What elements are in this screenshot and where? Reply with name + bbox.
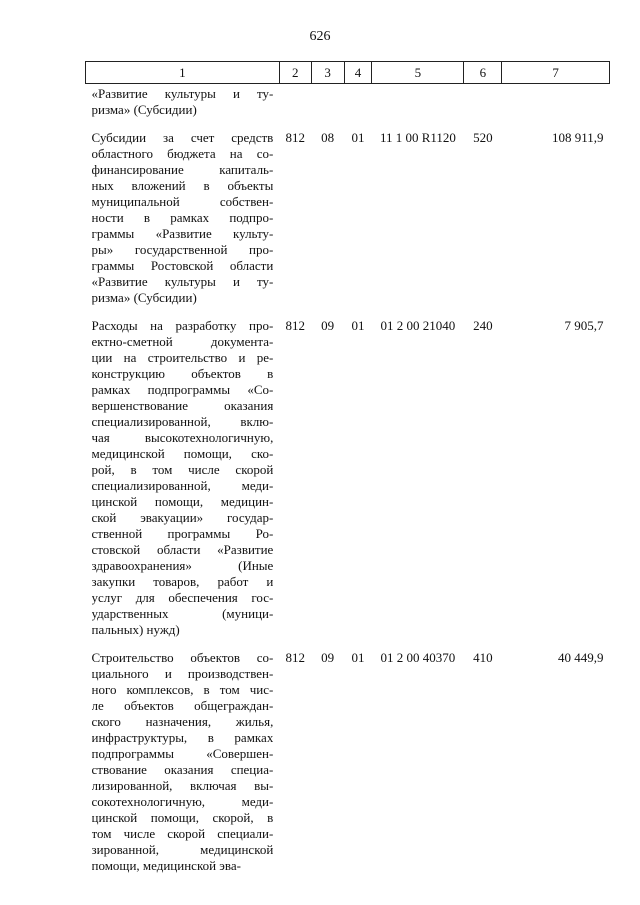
description-line: Субсидии за счет средств — [91, 130, 274, 145]
description-line: ле объектов общеграждан- — [91, 698, 274, 713]
row-description — [86, 84, 280, 119]
amount-value: 108 911,9 — [551, 130, 604, 145]
gr-admin-code — [279, 84, 311, 119]
description-line: сокотехнологичную, меди- — [91, 794, 274, 809]
row-spacer-cell — [86, 638, 610, 648]
description-line: цинской помощи, скорой, в — [91, 810, 274, 825]
description-line: зированной, медицинской — [91, 842, 274, 857]
subsection-code: 01 — [351, 650, 365, 665]
subsection-code: 01 — [351, 130, 365, 145]
table-row — [86, 648, 610, 874]
description-line: чая высокотехнологичную, — [91, 430, 274, 445]
description-line: пальных) нужд) — [91, 622, 180, 637]
description-line: лизированной, включая вы- — [91, 778, 274, 793]
description-line: здравоохранения» (Иные — [91, 558, 274, 573]
description-line: том числе скорой специали- — [91, 826, 274, 841]
description-line: подпрограммы «Совершен- — [91, 746, 274, 761]
description-line: ского назначения, жилья, — [91, 714, 274, 729]
description-line: услуг для обеспечения гос- — [91, 590, 274, 605]
description-line: ственной программы Ро- — [91, 526, 274, 541]
description-line: циального и производствен- — [91, 666, 274, 681]
description-line: муниципальной собствен- — [91, 194, 274, 209]
table-row — [86, 128, 610, 306]
description-line: ного комплексов, в том чис- — [91, 682, 274, 697]
description-line: стовской области «Развитие — [91, 542, 274, 557]
gr-admin-code: 812 — [285, 650, 306, 665]
description-line: граммы «Развитие культу- — [91, 226, 274, 241]
gr-admin-code: 812 — [285, 318, 306, 333]
description-line: закупки товаров, работ и — [91, 574, 274, 589]
description-line: цинской помощи, медицин- — [91, 494, 274, 509]
section-code: 09 — [321, 650, 335, 665]
amount-value: 40 449,9 — [558, 650, 604, 665]
description-line: специализированной, вклю- — [91, 414, 274, 429]
expense-type-code: 520 — [473, 130, 493, 145]
column-header-2: 2 — [279, 62, 311, 84]
amount-value — [502, 84, 610, 119]
column-header-3: 3 — [311, 62, 344, 84]
row-spacer — [86, 306, 610, 316]
row-description — [86, 648, 280, 874]
row-description — [86, 128, 280, 306]
subsection-code: 01 — [351, 318, 365, 333]
target-article-code: 01 2 00 21040 — [380, 318, 456, 333]
description-line: медицинской помощи, ско- — [91, 446, 274, 461]
table-row — [86, 84, 610, 119]
row-description — [86, 316, 280, 638]
description-line: граммы Ростовской области — [91, 258, 274, 273]
column-header-7: 7 — [502, 62, 610, 84]
description-line: ции на строительство и ре- — [91, 350, 274, 365]
expense-type-code — [464, 84, 502, 119]
description-line: ствование оказания специа- — [91, 762, 274, 777]
description-line: финансирование капиталь- — [91, 162, 274, 177]
section-code: 09 — [321, 318, 335, 333]
column-header-6: 6 — [464, 62, 502, 84]
description-line: Расходы на разработку про- — [91, 318, 274, 333]
description-line: конструкцию объектов в — [91, 366, 274, 381]
table-row — [86, 316, 610, 638]
description-line: специализированной, меди- — [91, 478, 274, 493]
column-header-5: 5 — [372, 62, 464, 84]
row-spacer-cell — [86, 306, 610, 316]
budget-table — [85, 61, 610, 874]
description-line: ектно-сметной документа- — [91, 334, 274, 349]
section-code: 08 — [321, 130, 335, 145]
table-header-row — [86, 62, 610, 84]
description-line: «Развитие культуры и ту- — [91, 274, 274, 289]
description-line: Строительство объектов со- — [91, 650, 274, 665]
description-line: рой, в том числе скорой — [91, 462, 274, 477]
description-line: ных вложений в объекты — [91, 178, 274, 193]
expense-type-code: 240 — [473, 318, 493, 333]
description-line: областного бюджета на со- — [91, 146, 274, 161]
expense-type-code: 410 — [473, 650, 493, 665]
gr-admin-code: 812 — [285, 130, 306, 145]
description-line: ской эвакуации» государ- — [91, 510, 274, 525]
column-header-4: 4 — [344, 62, 372, 84]
target-article-code: 01 2 00 40370 — [380, 650, 456, 665]
target-article-code: 11 1 00 R1120 — [379, 130, 456, 145]
description-line: ры» государственной про- — [91, 242, 274, 257]
section-code — [311, 84, 344, 119]
description-line: ризма» (Субсидии) — [91, 290, 197, 305]
row-spacer-cell — [86, 118, 610, 128]
row-spacer — [86, 118, 610, 128]
subsection-code — [344, 84, 372, 119]
description-line: рамках подпрограммы «Со- — [91, 382, 274, 397]
table-body — [86, 84, 610, 875]
description-line: «Развитие культуры и ту- — [91, 86, 274, 101]
description-line: ности в рамках подпро- — [91, 210, 274, 225]
row-spacer — [86, 638, 610, 648]
description-line: инфраструктуры, в рамках — [91, 730, 274, 745]
description-line: ударственных (муници- — [91, 606, 274, 621]
description-line: помощи, медицинской эва- — [91, 858, 241, 873]
description-line: вершенствование оказания — [91, 398, 274, 413]
target-article-code — [372, 84, 464, 119]
amount-value: 7 905,7 — [564, 318, 604, 333]
page-number: 626 — [309, 29, 331, 44]
column-header-1: 1 — [86, 62, 280, 84]
description-line: ризма» (Субсидии) — [91, 102, 197, 117]
